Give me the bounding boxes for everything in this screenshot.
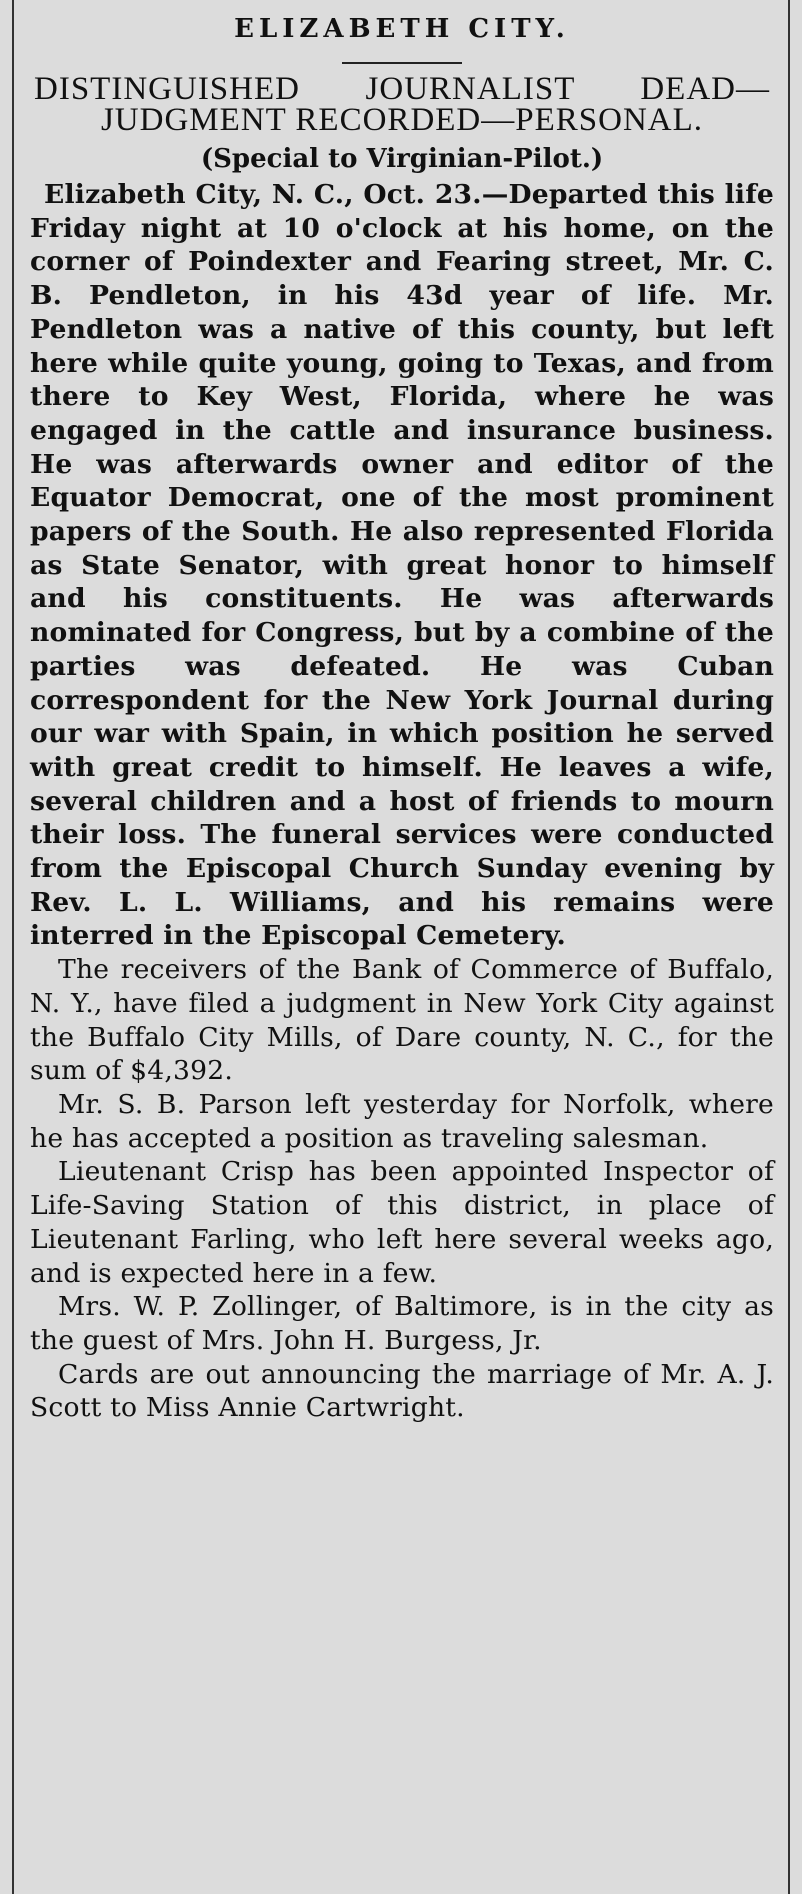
article-paragraph-crisp: Lieutenant Crisp has been appointed Inspector of Life-Saving Station of this district, in place of Lieutenant Farling, who left here several weeks ago, and is expected here in a few. — [30, 1156, 774, 1289]
column-rule-right — [788, 0, 790, 1894]
column-rule-left — [12, 0, 14, 1894]
article-paragraph-obituary: Elizabeth City, N. C., Oct. 23.—Departed this life Friday night at 10 o'clock at his home, on the corner of Poindexter and Fearing street, Mr. C. B. Pendleton, in his 43d year of life. Mr. Pendleton was a native of this county, but left here while quite young, going to Texas, and from there to Key West, Florida, where he was engaged in the cattle and insurance business. He was afterwards owner and editor of the Equator Democrat, one of the most prominent papers of the South. He also represented Florida as State Senator, with great honor to himself and his constituents. He was afterwards nominated for Congress, but by a combine of the parties was defeated. He was Cuban correspondent for the New York Journal during our war with Spain, in which position he served with great credit to himself. He leaves a wife, several children and a host of friends to mourn their loss. The funeral services were conducted from the Episcopal Church Sunday evening by Rev. L. L. Williams, and his remains were interred in the Episcopal Cemetery. — [30, 179, 774, 952]
article-paragraph-judgment: The receivers of the Bank of Commerce of Buffalo, N. Y., have filed a judgment in New York City against the Buffalo City Mills, of Dare county, N. C., for the sum of $4,392. — [30, 954, 774, 1087]
article-paragraph-marriage: Cards are out announcing the marriage of Mr. A. J. Scott to Miss Annie Cartwright. — [30, 1358, 774, 1424]
credit-line: (Special to Virginian-Pilot.) — [200, 144, 604, 174]
headline-rule — [342, 62, 462, 64]
article-column — [30, 0, 774, 1425]
article-paragraph-parson: Mr. S. B. Parson left yesterday for Norfolk, where he has accepted a position as traveling salesman. — [30, 1088, 774, 1154]
article-paragraph-zollinger: Mrs. W. P. Zollinger, of Baltimore, is in the city as the guest of Mrs. John H. Burgess, Jr. — [30, 1291, 774, 1356]
headline: DISTINGUISHED JOURNALIST DEAD—JUDGMENT RECORDED—PERSONAL. — [34, 71, 770, 138]
section-title: ELIZABETH CITY. — [234, 14, 570, 44]
